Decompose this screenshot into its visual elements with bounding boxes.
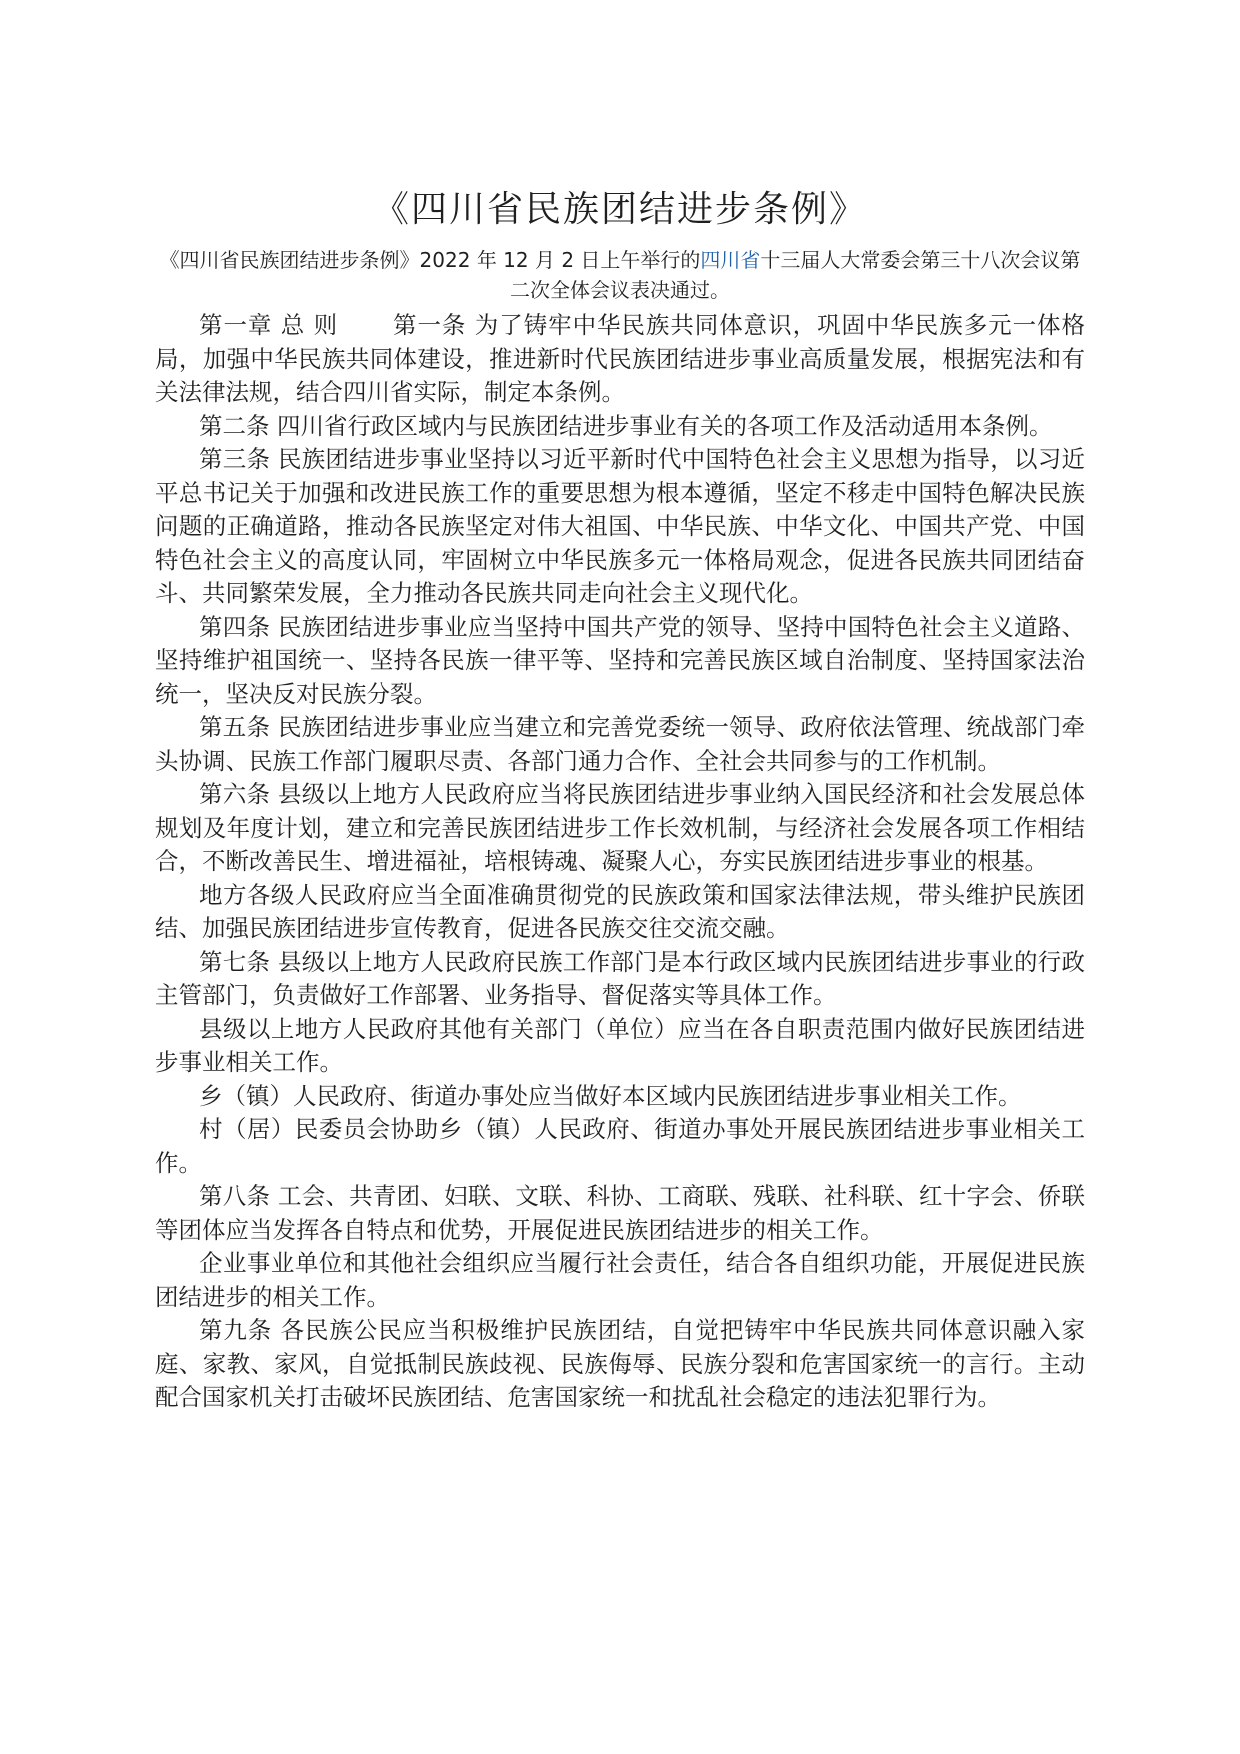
subtitle-text-before: 《四川省民族团结进步条例》2022 年 12 月 2 日上午举行的 <box>159 248 701 272</box>
article-1 <box>155 309 1085 410</box>
article-7-para-2: 县级以上地方人民政府其他有关部门（单位）应当在各自职责范围内做好民族团结进步事业相关工作。 <box>155 1014 1085 1076</box>
sichuan-link[interactable]: 四川省 <box>700 248 761 272</box>
article-1-text: 第一条 为了铸牢中华民族共同体意识，巩固中华民族多元一体格局，加强中华民族共同体建设，推进新时代民族团结进步事业高质量发展，根据宪法和有关法律法规，结合四川省实际，制定本条例。 <box>155 311 1085 406</box>
subtitle-text-after: 十三届人大常委会第三十八次会议第二次全体会议表决通过。 <box>510 248 1081 302</box>
article-6-para-2: 地方各级人民政府应当全面准确贯彻党的民族政策和国家法律法规，带头维护民族团结、加强民族团结进步宣传教育，促进各民族交往交流交融。 <box>155 880 1085 942</box>
document-body <box>155 185 1085 1415</box>
article-8: 第八条 工会、共青团、妇联、文联、科协、工商联、残联、社科联、红十字会、侨联等团体应当发挥各自特点和优势，开展促进民族团结进步的相关工作。 <box>155 1182 1085 1244</box>
article-8-para-2: 企业事业单位和其他社会组织应当履行社会责任，结合各自组织功能，开展促进民族团结进步的相关工作。 <box>155 1249 1085 1311</box>
article-6: 第六条 县级以上地方人民政府应当将民族团结进步事业纳入国民经济和社会发展总体规划及年度计划，建立和完善民族团结进步工作长效机制，与经济社会发展各项工作相结合，不断改善民生、增进福祉，培根铸魂、凝聚人心，夯实民族团结进步事业的根基。 <box>155 780 1085 875</box>
article-4: 第四条 民族团结进步事业应当坚持中国共产党的领导、坚持中国特色社会主义道路、坚持维护祖国统一、坚持各民族一律平等、坚持和完善民族区域自治制度、坚持国家法治统一，坚决反对民族分裂。 <box>155 612 1085 708</box>
article-7-para-4: 村（居）民委员会协助乡（镇）人民政府、街道办事处开展民族团结进步事业相关工作。 <box>155 1115 1085 1177</box>
article-3: 第三条 民族团结进步事业坚持以习近平新时代中国特色社会主义思想为指导，以习近平总书记关于加强和改进民族工作的重要思想为根本遵循，坚定不移走中国特色解决民族问题的正确道路，推动各民族坚定对伟大祖国、中华民族、中华文化、中国共产党、中国特色社会主义的高度认同，牢固树立中华民族多元一体格局观念，促进各民族共同团结奋斗、共同繁荣发展，全力推动各民族共同走向社会主义现代化。 <box>155 445 1085 607</box>
chapter-heading: 第一章 总 则 <box>199 311 339 339</box>
article-7-para-3: 乡（镇）人民政府、街道办事处应当做好本区域内民族团结进步事业相关工作。 <box>199 1081 1022 1110</box>
document-title: 《四川省民族团结进步条例》 <box>372 189 867 230</box>
article-9: 第九条 各民族公民应当积极维护民族团结，自觉把铸牢中华民族共同体意识融入家庭、家教、家风，自觉抵制民族歧视、民族侮辱、民族分裂和危害国家统一的言行。主动配合国家机关打击破坏民族团结、危害国家统一和扰乱社会稳定的违法犯罪行为。 <box>155 1316 1085 1411</box>
article-2: 第二条 四川省行政区域内与民族团结进步事业有关的各项工作及活动适用本条例。 <box>199 411 1053 440</box>
document-subtitle <box>155 245 1085 305</box>
article-7: 第七条 县级以上地方人民政府民族工作部门是本行政区域内民族团结进步事业的行政主管部门，负责做好工作部署、业务指导、督促落实等具体工作。 <box>155 947 1085 1009</box>
article-5: 第五条 民族团结进步事业应当建立和完善党委统一领导、政府依法管理、统战部门牵头协调、民族工作部门履职尽责、各部门通力合作、全社会共同参与的工作机制。 <box>155 713 1085 775</box>
